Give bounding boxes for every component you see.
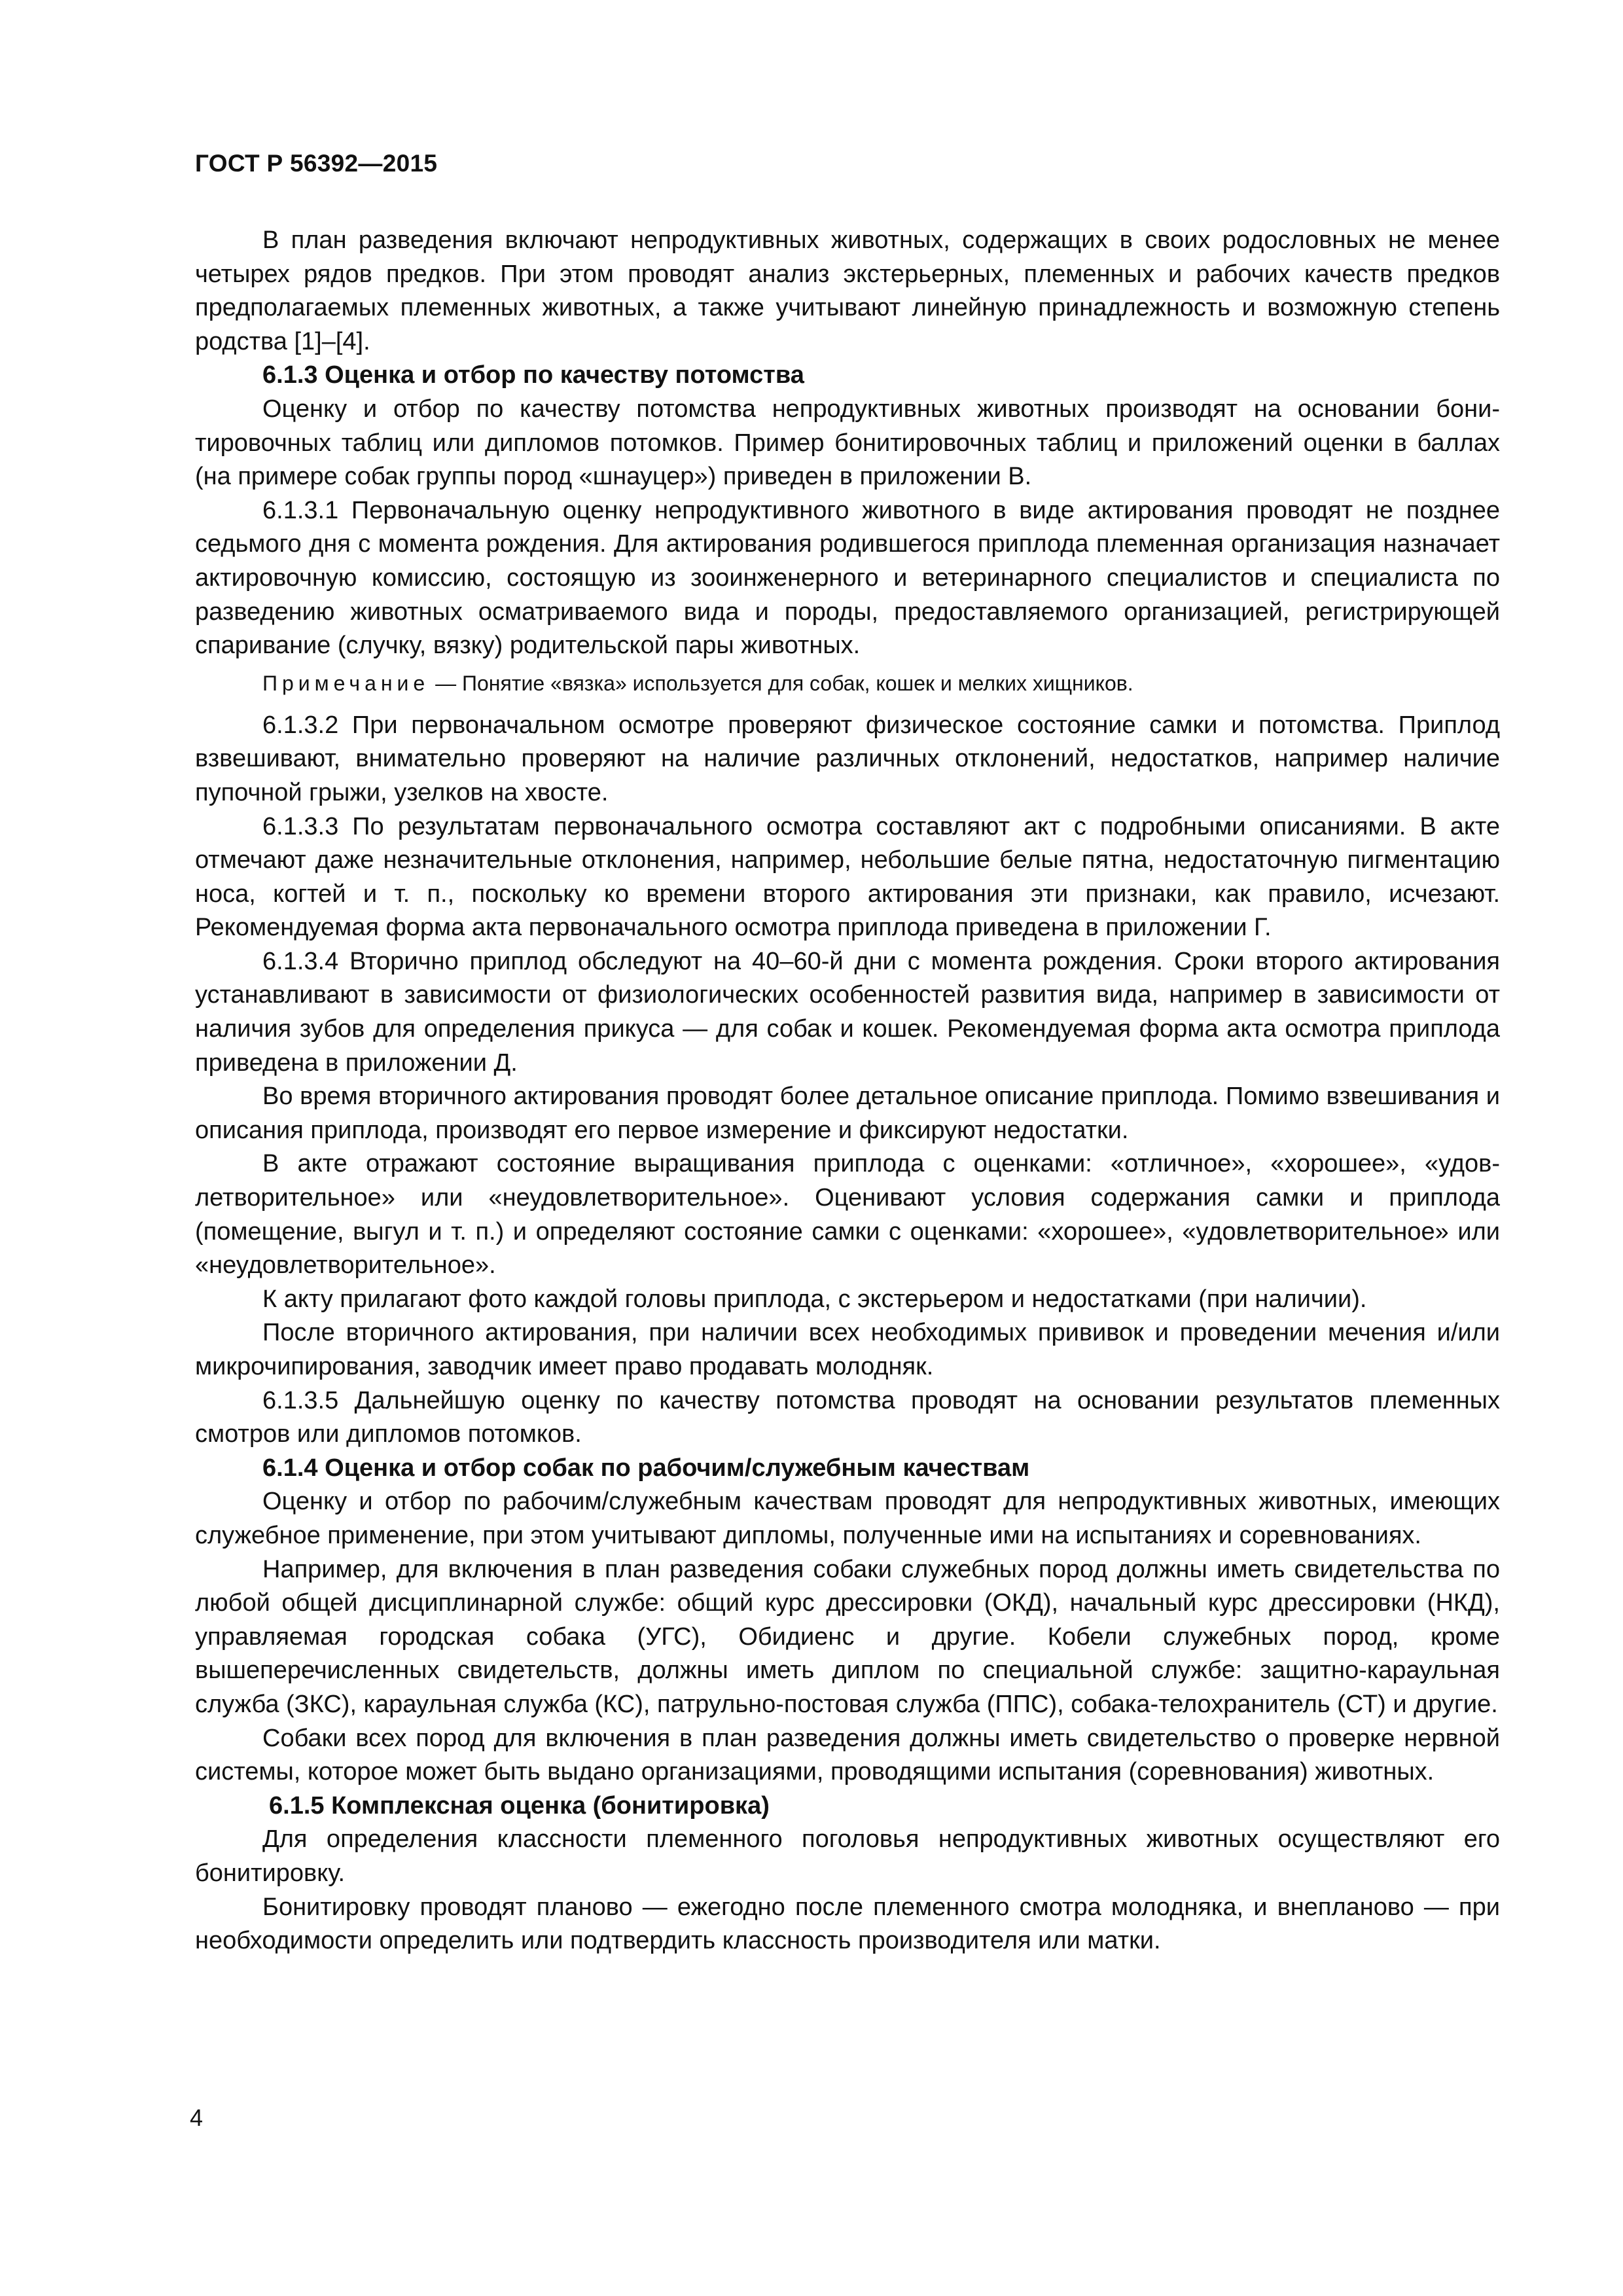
paragraph: К акту прилагают фото каждой головы приплода, с экстерьером и недостатками (при наличии). — [262, 1285, 1367, 1313]
paragraph: Бонитировку проводят планово — ежегодно после племенного смотра молодняка, и внепланово — при необходимости определить или подтвердить классность производителя или матки. — [195, 1893, 1500, 1955]
document-header: ГОСТ Р 56392—2015 — [195, 150, 438, 177]
paragraph-6-1-3-3: 6.1.3.3 По результатам первоначального осмотра составляют акт с подробными описаниями. В акте отмечают даже незначительные отклонения, например, небольшие белые пятна, недостаточную пигментацию носа, когтей и т. п., поскольку ко времени второго актирования эти признаки, как правило, исчезают. Рекомендуемая форма акта первоначального осмотра приплода приведена в приложении Г. — [195, 812, 1500, 942]
note — [195, 667, 1500, 700]
note-label: Примечание — [262, 671, 430, 695]
paragraph: Собаки всех пород для включения в план разведения должны иметь свидетельство о проверке нервной системы, которое может быть выдано организациями, проводящими испытания (соревнования) животных. — [195, 1724, 1500, 1786]
paragraph: В план разведения включают непродуктивных животных, содержащих в своих родословных не менее четырех рядов предков. При этом проводят анализ экстерьерных, племенных и рабочих качеств предков предполагаемых племенных животных, а также учитывают линейную принадлежность и возможную степень родства [1]–[4]. — [195, 226, 1500, 355]
note-text: — Понятие «вязка» используется для собак, кошек и мелких хищников. — [429, 671, 1133, 695]
paragraph: Оценку и отбор по качеству потомства непродуктивных животных производят на основании бонитировочных таблиц или дипломов потомков. Пример бонитировочных таблиц и приложений оценки в баллах (на примере собак группы пород «шнауцер») приведен в приложении В. — [195, 395, 1500, 491]
paragraph: Для определения классности племенного поголовья непродуктивных животных осуществляют его бонитировку. — [195, 1825, 1500, 1887]
page-number: 4 — [190, 2104, 204, 2131]
section-heading-6-1-4: 6.1.4 Оценка и отбор собак по рабочим/служебным качествам — [262, 1454, 1030, 1482]
paragraph: Оценку и отбор по рабочим/служебным качествам проводят для непродуктивных животных, имеющих служебное применение, при этом учитывают дипломы, полученные ими на испытаниях и соревнованиях. — [195, 1488, 1500, 1549]
paragraph: В акте отражают состояние выращивания приплода с оценками: «отличное», «хорошее», «удовлетворительное» или «неудовлетворительное». Оценивают условия содержания самки и приплода (помещение, выгул и т. п.) и определяют состояние самки с оценками: «хорошее», «удовлетворительное» или «неудовлетворительное». — [195, 1150, 1500, 1280]
paragraph: После вторичного актирования, при наличии всех необходимых прививок и проведении мечения и/или микрочипирования, заводчик имеет право продавать молодняк. — [195, 1319, 1500, 1380]
document-body — [195, 224, 1500, 1958]
paragraph: Во время вторичного актирования проводят более детальное описание приплода. Помимо взвешивания и описания приплода, производят его первое измерение и фиксируют недостатки. — [195, 1083, 1500, 1144]
section-heading-6-1-5: 6.1.5 Комплексная оценка (бонитировка) — [269, 1791, 770, 1820]
section-heading-6-1-3: 6.1.3 Оценка и отбор по качеству потомства — [262, 361, 804, 389]
paragraph-6-1-3-5: 6.1.3.5 Дальнейшую оценку по качеству потомства проводят на основании результатов племенных смотров или дипломов потомков. — [195, 1386, 1500, 1448]
paragraph-6-1-3-1: 6.1.3.1 Первоначальную оценку непродуктивного животного в виде актирования проводят не позднее седьмого дня с момента рождения. Для актирования родившегося приплода племенная организация назначает актировочную комиссию, состоящую из зооинженерного и ветеринарного специалистов и специалиста по разведению животных осматриваемого вида и породы, предоставляемого организацией, регистрирующей спаривание (случку, вязку) родительской пары животных. — [195, 496, 1500, 660]
paragraph-6-1-3-2: 6.1.3.2 При первоначальном осмотре проверяют физическое состояние самки и потомства. Приплод взвешивают, внимательно проверяют на наличие различных отклонений, недостатков, например наличие пупочной грыжи, узелков на хвосте. — [195, 711, 1500, 806]
paragraph: Например, для включения в план разведения собаки служебных пород должны иметь свидетельства по любой общей дисциплинарной службе: общий курс дрессировки (ОКД), начальный курс дрессировки (НКД), управляемая городская собака (УГС), Обидиенс и другие. Кобели служебных пород, кроме вышеперечисленных свидетельств, должны иметь диплом по специальной службе: защитно-караульная служба (ЗКС), караульная служба (КС), патрульно-постовая служба (ППС), собака-телохранитель (СТ) и другие. — [195, 1555, 1500, 1718]
paragraph-6-1-3-4: 6.1.3.4 Вторично приплод обследуют на 40–60-й дни с момента рождения. Сроки второго актирования устанавливают в зависимости от физиологических особенностей развития вида, например в зависимости от наличия зубов для определения прикуса — для собак и кошек. Рекомендуемая форма акта осмотра приплода приведена в приложении Д. — [195, 947, 1500, 1077]
